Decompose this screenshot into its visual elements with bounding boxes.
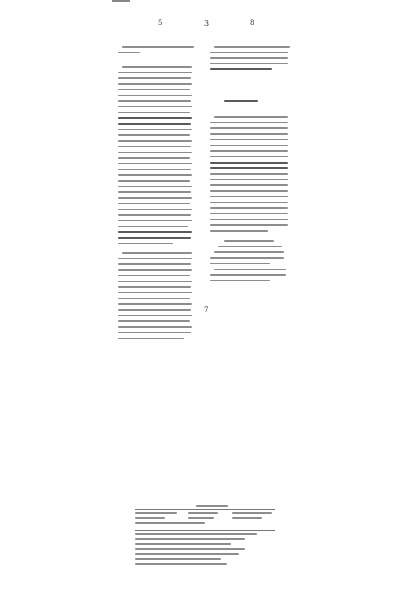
body-text-line bbox=[118, 243, 173, 245]
body-text-line bbox=[118, 95, 192, 97]
body-text-line bbox=[118, 169, 191, 171]
body-text-line bbox=[118, 258, 192, 260]
reference-list-line bbox=[210, 280, 270, 282]
body-text-line bbox=[118, 152, 192, 154]
reference-list-line bbox=[224, 240, 274, 242]
reference-list-line bbox=[218, 246, 282, 248]
body-text-line bbox=[118, 237, 191, 239]
body-text-line bbox=[118, 112, 190, 114]
body-text-line bbox=[118, 83, 192, 85]
body-text-line bbox=[210, 122, 288, 124]
body-text-line bbox=[118, 146, 191, 148]
body-text-line bbox=[210, 63, 288, 65]
body-text-line bbox=[118, 214, 191, 216]
imprint-text-line bbox=[188, 512, 218, 514]
body-text-line bbox=[210, 156, 288, 158]
body-text-line bbox=[118, 106, 192, 108]
imprint-rule bbox=[135, 509, 275, 510]
imprint-rule bbox=[135, 530, 275, 531]
body-text-line bbox=[118, 220, 192, 222]
body-text-line bbox=[118, 117, 192, 119]
body-text-line bbox=[118, 157, 190, 159]
imprint-text-line bbox=[135, 512, 177, 514]
body-text-line bbox=[118, 326, 192, 328]
reference-list-line bbox=[210, 274, 286, 276]
scan-edge-mark bbox=[112, 0, 130, 2]
body-text-line bbox=[118, 180, 190, 182]
body-text-line bbox=[210, 179, 288, 181]
imprint-text-line bbox=[196, 505, 228, 507]
imprint-text-line bbox=[135, 533, 257, 535]
body-text-line bbox=[118, 129, 192, 131]
body-text-line bbox=[210, 202, 288, 204]
body-text-line bbox=[210, 173, 288, 175]
imprint-text-line bbox=[135, 548, 245, 550]
body-text-line bbox=[210, 167, 288, 169]
section-heading-line bbox=[224, 100, 258, 102]
imprint-text-line bbox=[232, 517, 262, 519]
body-text-line bbox=[118, 226, 188, 228]
body-text-line bbox=[122, 66, 192, 68]
body-text-line bbox=[118, 275, 190, 277]
body-text-line bbox=[210, 150, 288, 152]
imprint-text-line bbox=[135, 538, 245, 540]
body-text-line bbox=[118, 52, 140, 54]
body-text-line bbox=[118, 209, 192, 211]
body-text-line bbox=[122, 252, 192, 254]
body-text-line bbox=[214, 116, 288, 118]
body-text-line bbox=[210, 224, 288, 226]
body-text-line bbox=[118, 269, 192, 271]
body-text-line bbox=[118, 174, 192, 176]
body-text-line bbox=[210, 162, 288, 164]
body-text-line bbox=[210, 230, 268, 232]
body-text-line bbox=[210, 139, 288, 141]
body-text-line bbox=[118, 338, 184, 340]
body-text-line bbox=[210, 57, 288, 59]
line-number-marker: 7 bbox=[204, 306, 209, 314]
body-text-line bbox=[118, 72, 192, 74]
body-text-line bbox=[118, 303, 192, 305]
body-text-line bbox=[210, 219, 288, 221]
body-text-line bbox=[210, 184, 288, 186]
body-text-line bbox=[210, 207, 288, 209]
body-text-line bbox=[210, 196, 288, 198]
body-text-line bbox=[210, 145, 288, 147]
body-text-line bbox=[118, 186, 192, 188]
body-text-line bbox=[210, 68, 272, 70]
left-column-number: 5 bbox=[158, 19, 163, 27]
body-text-line bbox=[118, 281, 192, 283]
body-text-line bbox=[118, 163, 192, 165]
body-text-line bbox=[214, 46, 290, 48]
imprint-text-line bbox=[135, 543, 231, 545]
body-text-line bbox=[210, 213, 288, 215]
body-text-line bbox=[118, 332, 191, 334]
right-column-number: 8 bbox=[250, 19, 255, 27]
reference-list-line bbox=[214, 269, 286, 271]
imprint-text-line bbox=[188, 517, 214, 519]
body-text-line bbox=[118, 309, 191, 311]
body-text-line bbox=[210, 133, 288, 135]
body-text-line bbox=[210, 190, 288, 192]
body-text-line bbox=[118, 286, 191, 288]
body-text-line bbox=[118, 191, 191, 193]
body-text-line bbox=[118, 231, 192, 233]
reference-list-line bbox=[210, 257, 284, 259]
body-text-line bbox=[118, 292, 192, 294]
body-text-line bbox=[118, 263, 191, 265]
body-text-line bbox=[118, 197, 192, 199]
imprint-text-line bbox=[135, 522, 205, 524]
reference-list-line bbox=[210, 263, 270, 265]
imprint-text-line bbox=[135, 563, 227, 565]
body-text-line bbox=[210, 52, 288, 54]
body-text-line bbox=[118, 140, 192, 142]
body-text-line bbox=[118, 298, 190, 300]
body-text-line bbox=[118, 203, 190, 205]
body-text-line bbox=[118, 89, 190, 91]
imprint-text-line bbox=[135, 553, 239, 555]
body-text-line bbox=[122, 46, 194, 48]
body-text-line bbox=[118, 123, 191, 125]
body-text-line bbox=[118, 315, 192, 317]
page-number: 3 bbox=[204, 19, 210, 28]
imprint-text-line bbox=[135, 558, 221, 560]
imprint-text-line bbox=[232, 512, 272, 514]
body-text-line bbox=[118, 320, 190, 322]
reference-list-line bbox=[214, 251, 284, 253]
imprint-text-line bbox=[135, 517, 165, 519]
body-text-line bbox=[118, 100, 191, 102]
body-text-line bbox=[118, 134, 190, 136]
body-text-line bbox=[210, 127, 288, 129]
body-text-line bbox=[118, 77, 191, 79]
